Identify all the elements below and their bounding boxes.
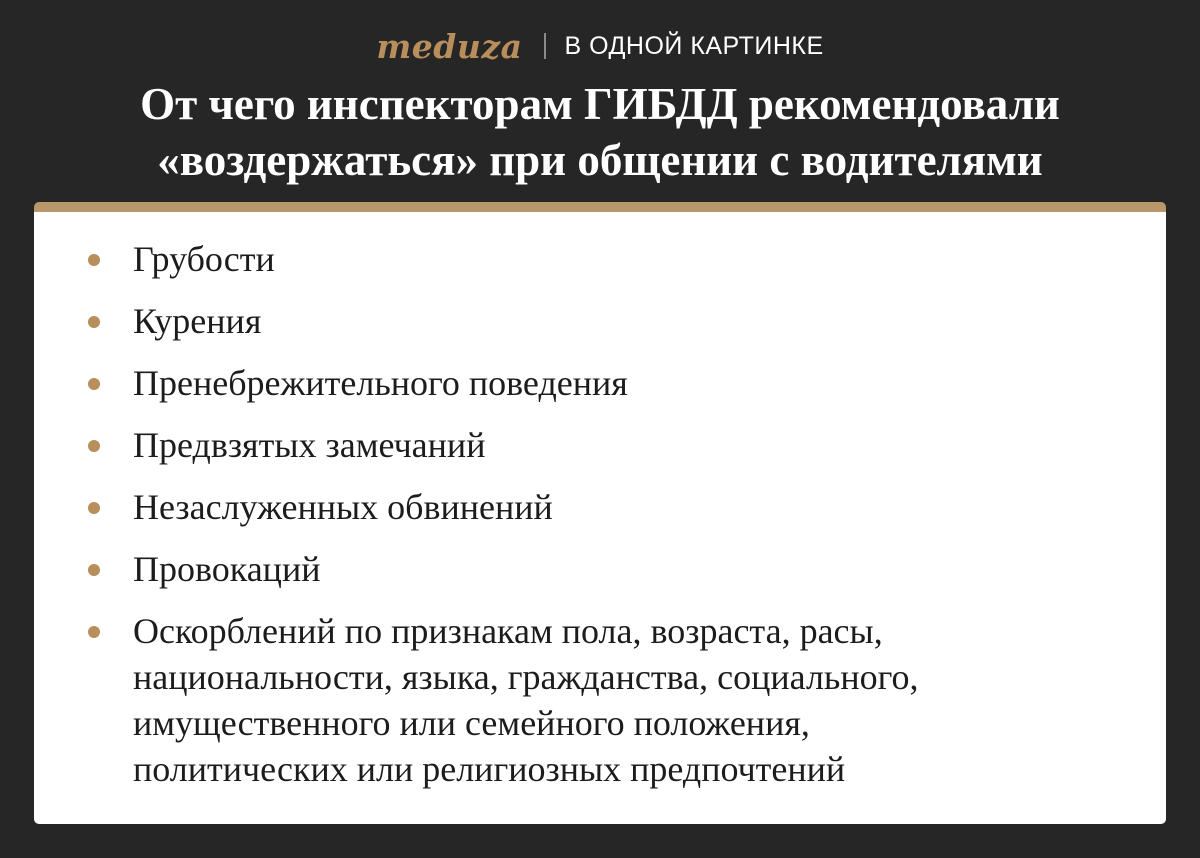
brand-logo: meduza xyxy=(376,26,523,66)
page-title xyxy=(0,76,1200,188)
content-card xyxy=(34,202,1166,824)
list-item-text-line-2: национальности, языка, гражданства, социального, xyxy=(133,657,919,697)
bullet-icon xyxy=(88,502,100,514)
rubric-label: В ОДНОЙ КАРТИНКЕ xyxy=(564,31,824,60)
bullet-icon xyxy=(88,378,100,390)
bullet-icon xyxy=(88,564,100,576)
list-item-text-line-3: имущественного или семейного положения, xyxy=(133,703,810,743)
list-item xyxy=(34,484,1166,530)
list-item xyxy=(34,360,1166,406)
list-item-text: Грубости xyxy=(133,239,275,279)
list-item-text: Пренебрежительного поведения xyxy=(133,363,628,403)
list-item-text: Провокаций xyxy=(133,549,321,589)
header-divider xyxy=(544,33,546,59)
list-item xyxy=(34,298,1166,344)
list-item-text-line-4: политических или религиозных предпочтений xyxy=(133,749,846,789)
title-line-2: «воздержаться» при общении с водителями xyxy=(157,135,1043,185)
list-item-text: Предвзятых замечаний xyxy=(133,425,486,465)
recommendation-list xyxy=(34,236,1166,808)
bullet-icon xyxy=(88,626,100,638)
list-item-multiline xyxy=(34,608,1166,792)
title-line-1: От чего инспекторам ГИБДД рекомендовали xyxy=(140,79,1060,129)
bullet-icon xyxy=(88,440,100,452)
list-item-text-line-1: Оскорблений по признакам пола, возраста, расы, xyxy=(133,611,883,651)
list-item xyxy=(34,422,1166,468)
header xyxy=(0,26,1200,66)
list-item-text: Незаслуженных обвинений xyxy=(133,487,553,527)
bullet-icon xyxy=(88,254,100,266)
list-item xyxy=(34,546,1166,592)
list-item-text: Курения xyxy=(133,301,262,341)
bullet-icon xyxy=(88,316,100,328)
list-item xyxy=(34,236,1166,282)
